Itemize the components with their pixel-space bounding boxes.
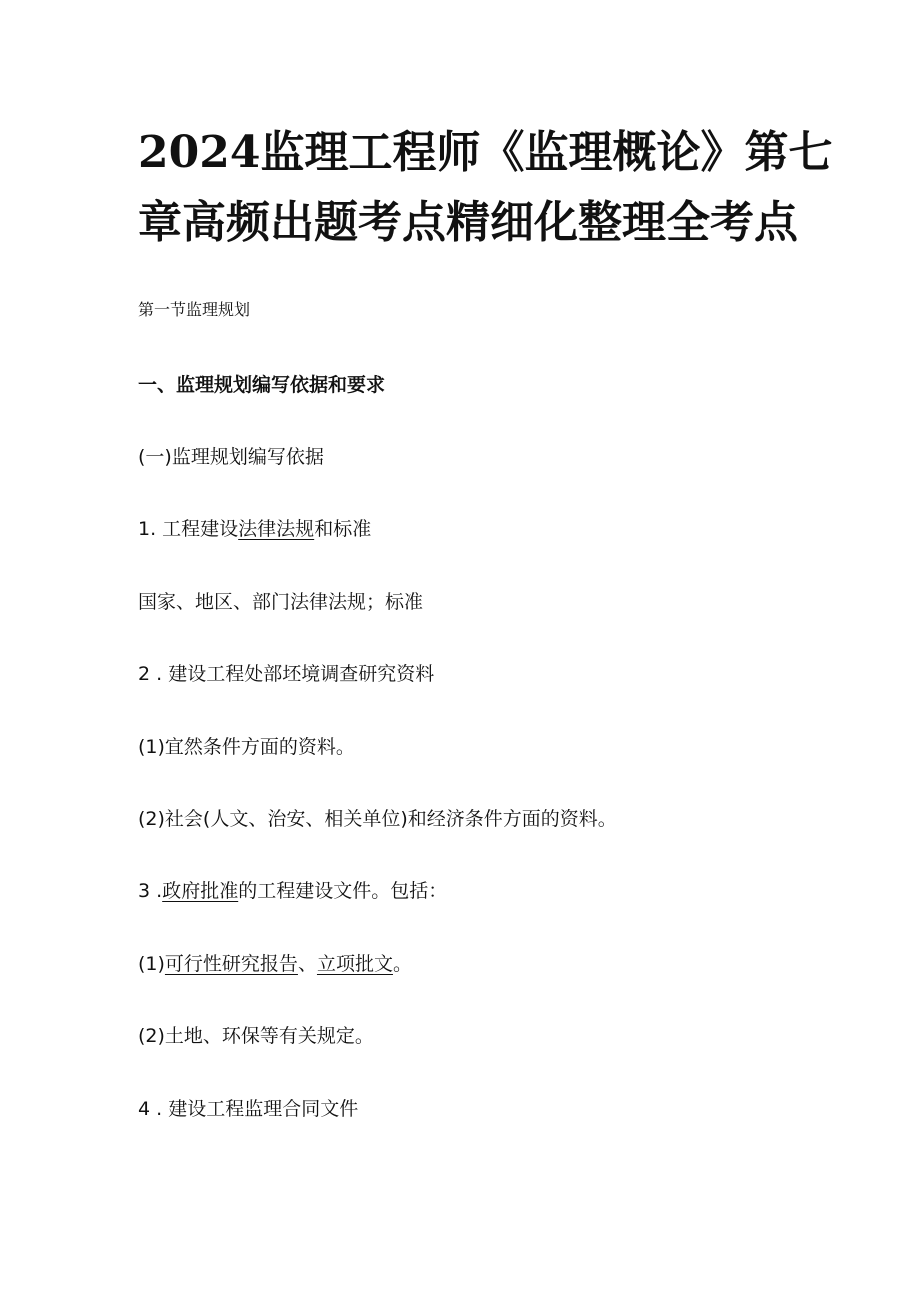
section-heading: 第一节监理规划 [138, 300, 251, 319]
item-3 [138, 878, 447, 904]
title-line-1: 2024监理工程师《监理概论》第七 [138, 127, 833, 178]
item-2-sub-2: (2)社会(人文、治安、相关单位)和经济条件方面的资料。 [138, 808, 617, 830]
item-4 [138, 1096, 358, 1122]
item-3-sub-1 [138, 951, 412, 977]
item-3-underlined: 政府批准 [162, 880, 239, 902]
item-1-underlined: 法律法规 [238, 518, 315, 540]
item-3-number: 3 [138, 880, 151, 902]
item-1 [138, 516, 371, 542]
item-3-sub-1-separator: 、 [297, 953, 317, 975]
heading-level-2: (一)监理规划编写依据 [138, 446, 324, 468]
item-3-sub-1-underlined-1: 可行性研究报告 [164, 953, 298, 975]
heading-level-1: 一、监理规划编写依据和要求 [138, 374, 386, 396]
item-3-sub-1-suffix: 。 [392, 953, 412, 975]
item-1-detail: 国家、地区、部门法律法规；标准 [138, 591, 424, 613]
item-3-sub-1-underlined-2: 立项批文 [316, 953, 393, 975]
item-4-text: . 建设工程监理合同文件 [150, 1098, 359, 1120]
item-2-sub-1: (1)宜然条件方面的资料。 [138, 736, 355, 758]
item-2 [138, 661, 434, 687]
item-1-suffix: 和标准 [314, 518, 372, 540]
document-title [138, 118, 833, 258]
item-2-text: . 建设工程处部坯境调查研究资料 [150, 663, 435, 685]
item-4-number: 4 [138, 1098, 151, 1120]
item-2-number: 2 [138, 663, 151, 685]
item-3-sub-2: (2)土地、环保等有关规定。 [138, 1025, 374, 1047]
item-3-dot: . [150, 880, 163, 902]
item-1-prefix: 1. 工程建设 [138, 518, 239, 540]
title-line-2: 章高频出题考点精细化整理全考点 [138, 197, 798, 248]
item-3-sub-1-prefix: (1) [138, 953, 165, 975]
item-3-suffix: 的工程建设文件。包括： [238, 880, 448, 902]
